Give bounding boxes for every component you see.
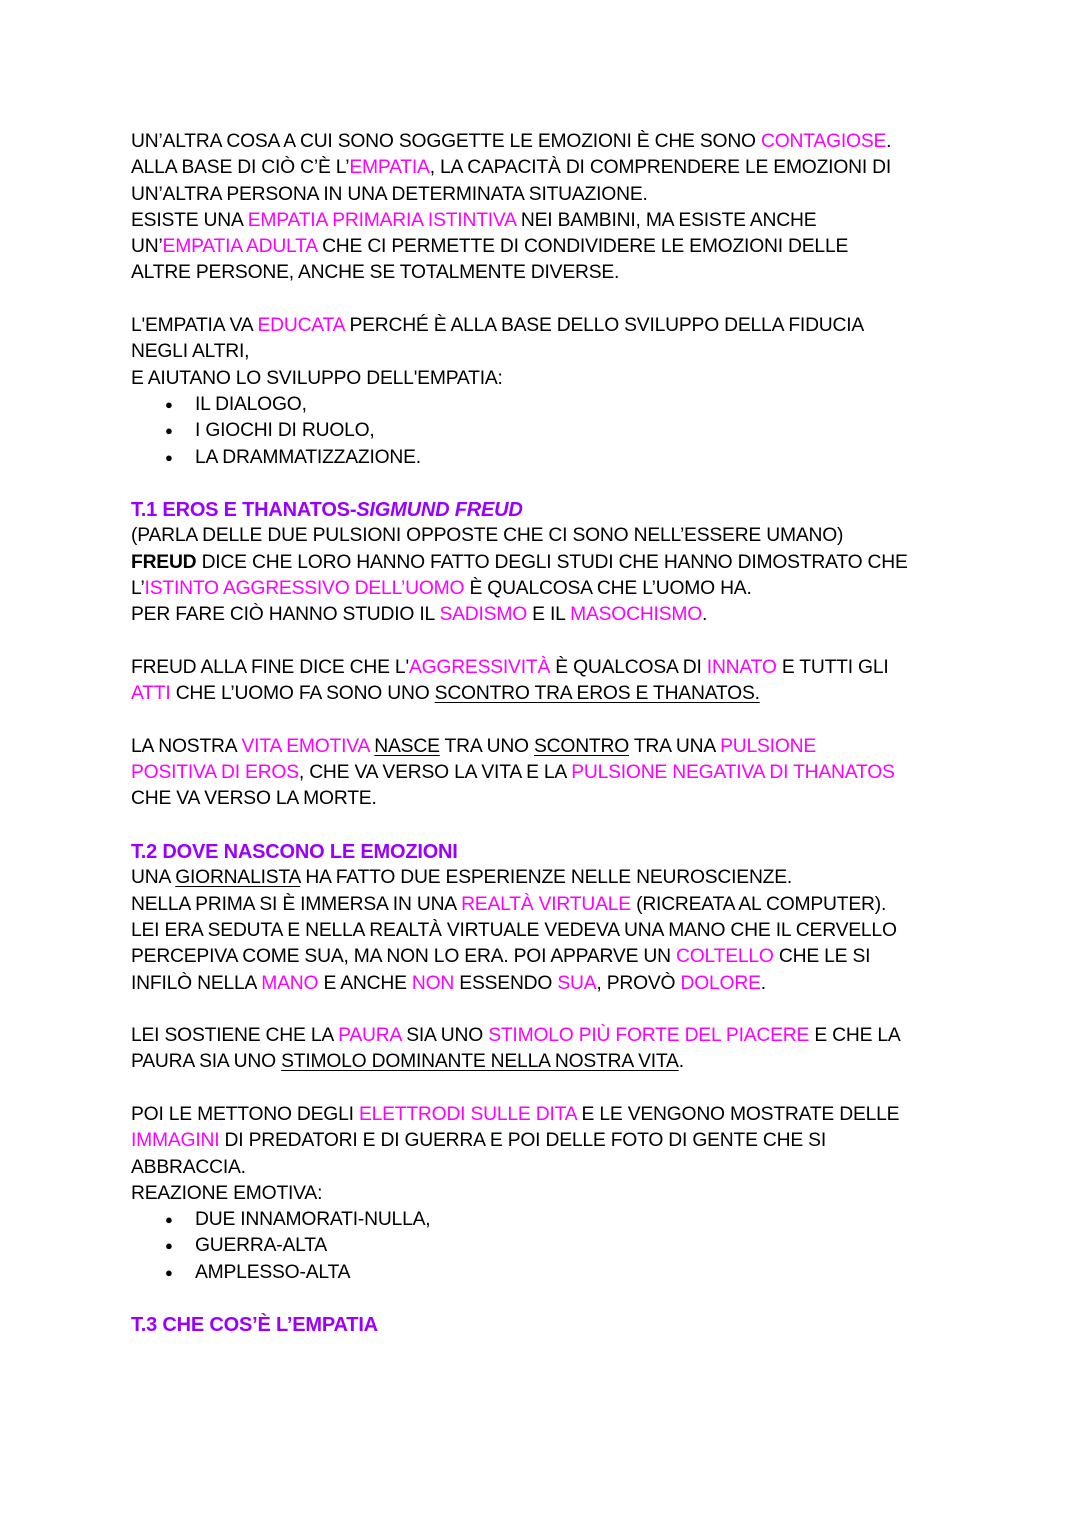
text: . — [678, 1051, 684, 1073]
text-line — [131, 602, 961, 628]
text: E CHE LA — [809, 1025, 901, 1047]
text: . — [760, 972, 766, 994]
list-item: ● I GIOCHI DI RUOLO, — [165, 418, 961, 444]
highlight-text: VITA EMOTIVA — [241, 735, 370, 757]
spacer — [131, 997, 961, 1023]
text: E TUTTI GLI — [776, 656, 889, 678]
list-item: ● LA DRAMMATIZZAZIONE. — [165, 445, 961, 471]
underlined-text: NASCE — [374, 735, 440, 757]
text: TRA UNO — [439, 735, 535, 757]
highlight-text: ISTINTO AGGRESSIVO DELL’UOMO — [144, 578, 465, 600]
bold-text: FREUD — [131, 551, 197, 573]
highlight-text: EMPATIA — [349, 157, 430, 179]
spacer — [131, 708, 961, 734]
text-line — [131, 208, 961, 234]
text: PERCEPIVA COME SUA, MA NON LO ERA. POI APPARVE UN — [131, 946, 677, 968]
text: UN’ALTRA COSA A CUI SONO SOGGETTE LE EMOZIONI È CHE SONO — [131, 131, 762, 152]
text-line: ALTRE PERSONE, ANCHE SE TOTALMENTE DIVERSE. — [131, 262, 620, 284]
text-line: CHE VA VERSO LA MORTE. — [131, 788, 377, 810]
text: L'EMPATIA VA — [131, 315, 258, 337]
text: SIA UNO — [401, 1025, 489, 1047]
text-line — [131, 892, 961, 918]
bullet-list — [131, 1207, 961, 1286]
text: ALLA BASE DI CIÒ C’È L’ — [131, 157, 350, 179]
highlight-text: REALTÀ VIRTUALE — [461, 893, 631, 915]
text-line — [131, 129, 961, 155]
underlined-text: STIMOLO DOMINANTE NELLA NOSTRA VITA — [281, 1051, 679, 1073]
document-page — [131, 129, 961, 1339]
highlight-text: POSITIVA DI EROS — [131, 762, 299, 784]
underlined-text: SCONTRO — [534, 735, 630, 757]
underlined-text: GIORNALISTA — [175, 867, 301, 889]
text: NEI BAMBINI, MA ESISTE ANCHE — [515, 209, 817, 231]
highlight-text: ATTI — [131, 683, 171, 705]
highlight-text: ELETTRODI SULLE DITA — [358, 1103, 577, 1125]
text: , CHE VA VERSO LA VITA E LA — [298, 762, 572, 784]
list-item: ● IL DIALOGO, — [165, 392, 961, 418]
text-line: REAZIONE EMOTIVA: — [131, 1182, 323, 1204]
highlight-text: SUA — [557, 972, 597, 994]
text: . — [702, 604, 708, 626]
text-line — [131, 865, 961, 891]
highlight-text: DOLORE — [680, 972, 761, 994]
text: HA FATTO DUE ESPERIENZE NELLE NEUROSCIENZE. — [300, 867, 793, 889]
highlight-text: AGGRESSIVITÀ — [408, 656, 551, 678]
text-line: (PARLA DELLE DUE PULSIONI OPPOSTE CHE CI SONO NELL’ESSERE UMANO) — [131, 525, 844, 547]
highlight-text: INNATO — [706, 656, 777, 678]
section-heading-t1 — [131, 497, 961, 523]
text: L’ — [131, 578, 145, 600]
underlined-text: SCONTRO TRA EROS E THANATOS. — [434, 683, 760, 705]
text: , LA CAPACITÀ DI COMPRENDERE LE EMOZIONI DI — [429, 157, 892, 179]
text: ESSENDO — [454, 972, 558, 994]
text-line — [131, 1023, 961, 1049]
text-line: UN’ALTRA PERSONA IN UNA DETERMINATA SITUAZIONE. — [131, 183, 648, 205]
text: DI PREDATORI E DI GUERRA E POI DELLE FOTO DI GENTE CHE SI — [219, 1130, 826, 1152]
highlight-text: STIMOLO PIÙ FORTE DEL PIACERE — [488, 1025, 810, 1047]
text-line — [131, 155, 961, 181]
text-line — [131, 760, 961, 786]
text: E LE VENGONO MOSTRATE DELLE — [576, 1103, 900, 1125]
text: E IL — [527, 604, 571, 626]
highlight-text: MASOCHISMO — [570, 604, 703, 626]
text: NELLA PRIMA SI È IMMERSA IN UNA — [131, 893, 462, 915]
text: POI LE METTONO DEGLI — [131, 1103, 359, 1125]
text-line — [131, 1128, 961, 1154]
text: CHE CI PERMETTE DI CONDIVIDERE LE EMOZIONI DELLE — [316, 236, 849, 258]
highlight-text: EMPATIA ADULTA — [162, 236, 317, 258]
highlight-text: MANO — [261, 972, 319, 994]
highlight-text: EMPATIA PRIMARIA ISTINTIVA — [247, 209, 516, 231]
highlight-text: CONTAGIOSE — [761, 131, 887, 152]
text-line: E AIUTANO LO SVILUPPO DELL'EMPATIA: — [131, 367, 503, 389]
text: E ANCHE — [318, 972, 412, 994]
text-line — [131, 1049, 961, 1075]
text: UN’ — [131, 236, 163, 258]
spacer — [131, 813, 961, 839]
highlight-text: EDUCATA — [257, 315, 345, 337]
text-line — [131, 971, 961, 997]
text-line — [131, 313, 961, 339]
text: LEI SOSTIENE CHE LA — [131, 1025, 339, 1047]
text: TRA UNA — [629, 735, 721, 757]
list-item: ● GUERRA-ALTA — [165, 1233, 961, 1259]
bullet-list — [131, 392, 961, 471]
section-heading-t2: T.2 DOVE NASCONO LE EMOZIONI — [131, 841, 458, 864]
text-line — [131, 944, 961, 970]
text: UNA — [131, 867, 176, 889]
text: . — [886, 131, 892, 152]
text: È QUALCOSA CHE L’UOMO HA. — [464, 578, 752, 600]
text-line — [131, 234, 961, 260]
section-heading-t3: T.3 CHE COS’È L’EMPATIA — [131, 1314, 378, 1337]
highlight-text: PAURA — [338, 1025, 402, 1047]
spacer — [131, 1286, 961, 1312]
text: FREUD ALLA FINE DICE CHE L' — [131, 656, 409, 678]
text-line — [131, 681, 961, 707]
text: CHE L’UOMO FA SONO UNO — [170, 683, 435, 705]
text-line: LEI ERA SEDUTA E NELLA REALTÀ VIRTUALE VEDEVA UNA MANO CHE IL CERVELLO — [131, 919, 897, 941]
highlight-text: NON — [411, 972, 455, 994]
text: (RICREATA AL COMPUTER). — [630, 893, 887, 915]
highlight-text: PULSIONE — [720, 735, 817, 757]
spacer — [131, 287, 961, 313]
text: PER FARE CIÒ HANNO STUDIO IL — [131, 604, 440, 626]
heading-text: T.1 EROS E THANATOS- — [131, 499, 357, 522]
text-line: NEGLI ALTRI, — [131, 341, 250, 363]
text-line — [131, 734, 961, 760]
text-line — [131, 655, 961, 681]
highlight-text: SADISMO — [439, 604, 527, 626]
text: ESISTE UNA — [131, 209, 248, 231]
text-line — [131, 550, 961, 576]
text: DICE CHE LORO HANNO FATTO DEGLI STUDI CHE HANNO DIMOSTRATO CHE — [196, 551, 908, 573]
text: , PROVÒ — [596, 972, 681, 994]
text-line — [131, 1102, 961, 1128]
highlight-text: PULSIONE NEGATIVA DI THANATOS — [571, 762, 895, 784]
spacer — [131, 471, 961, 497]
text: LA NOSTRA — [131, 735, 242, 757]
list-item: ● AMPLESSO-ALTA — [165, 1260, 961, 1286]
highlight-text: COLTELLO — [676, 946, 774, 968]
text: CHE LE SI — [773, 946, 871, 968]
spacer — [131, 1076, 961, 1102]
text: È QUALCOSA DI — [550, 656, 707, 678]
spacer — [131, 629, 961, 655]
text: PERCHÉ È ALLA BASE DELLO SVILUPPO DELLA FIDUCIA — [344, 315, 865, 337]
text: PAURA SIA UNO — [131, 1051, 282, 1073]
heading-italic-text: SIGMUND FREUD — [356, 499, 523, 522]
text-line — [131, 576, 961, 602]
text: INFILÒ NELLA — [131, 972, 262, 994]
text-line: ABBRACCIA. — [131, 1156, 246, 1178]
list-item: ● DUE INNAMORATI-NULLA, — [165, 1207, 961, 1233]
highlight-text: IMMAGINI — [131, 1130, 220, 1152]
